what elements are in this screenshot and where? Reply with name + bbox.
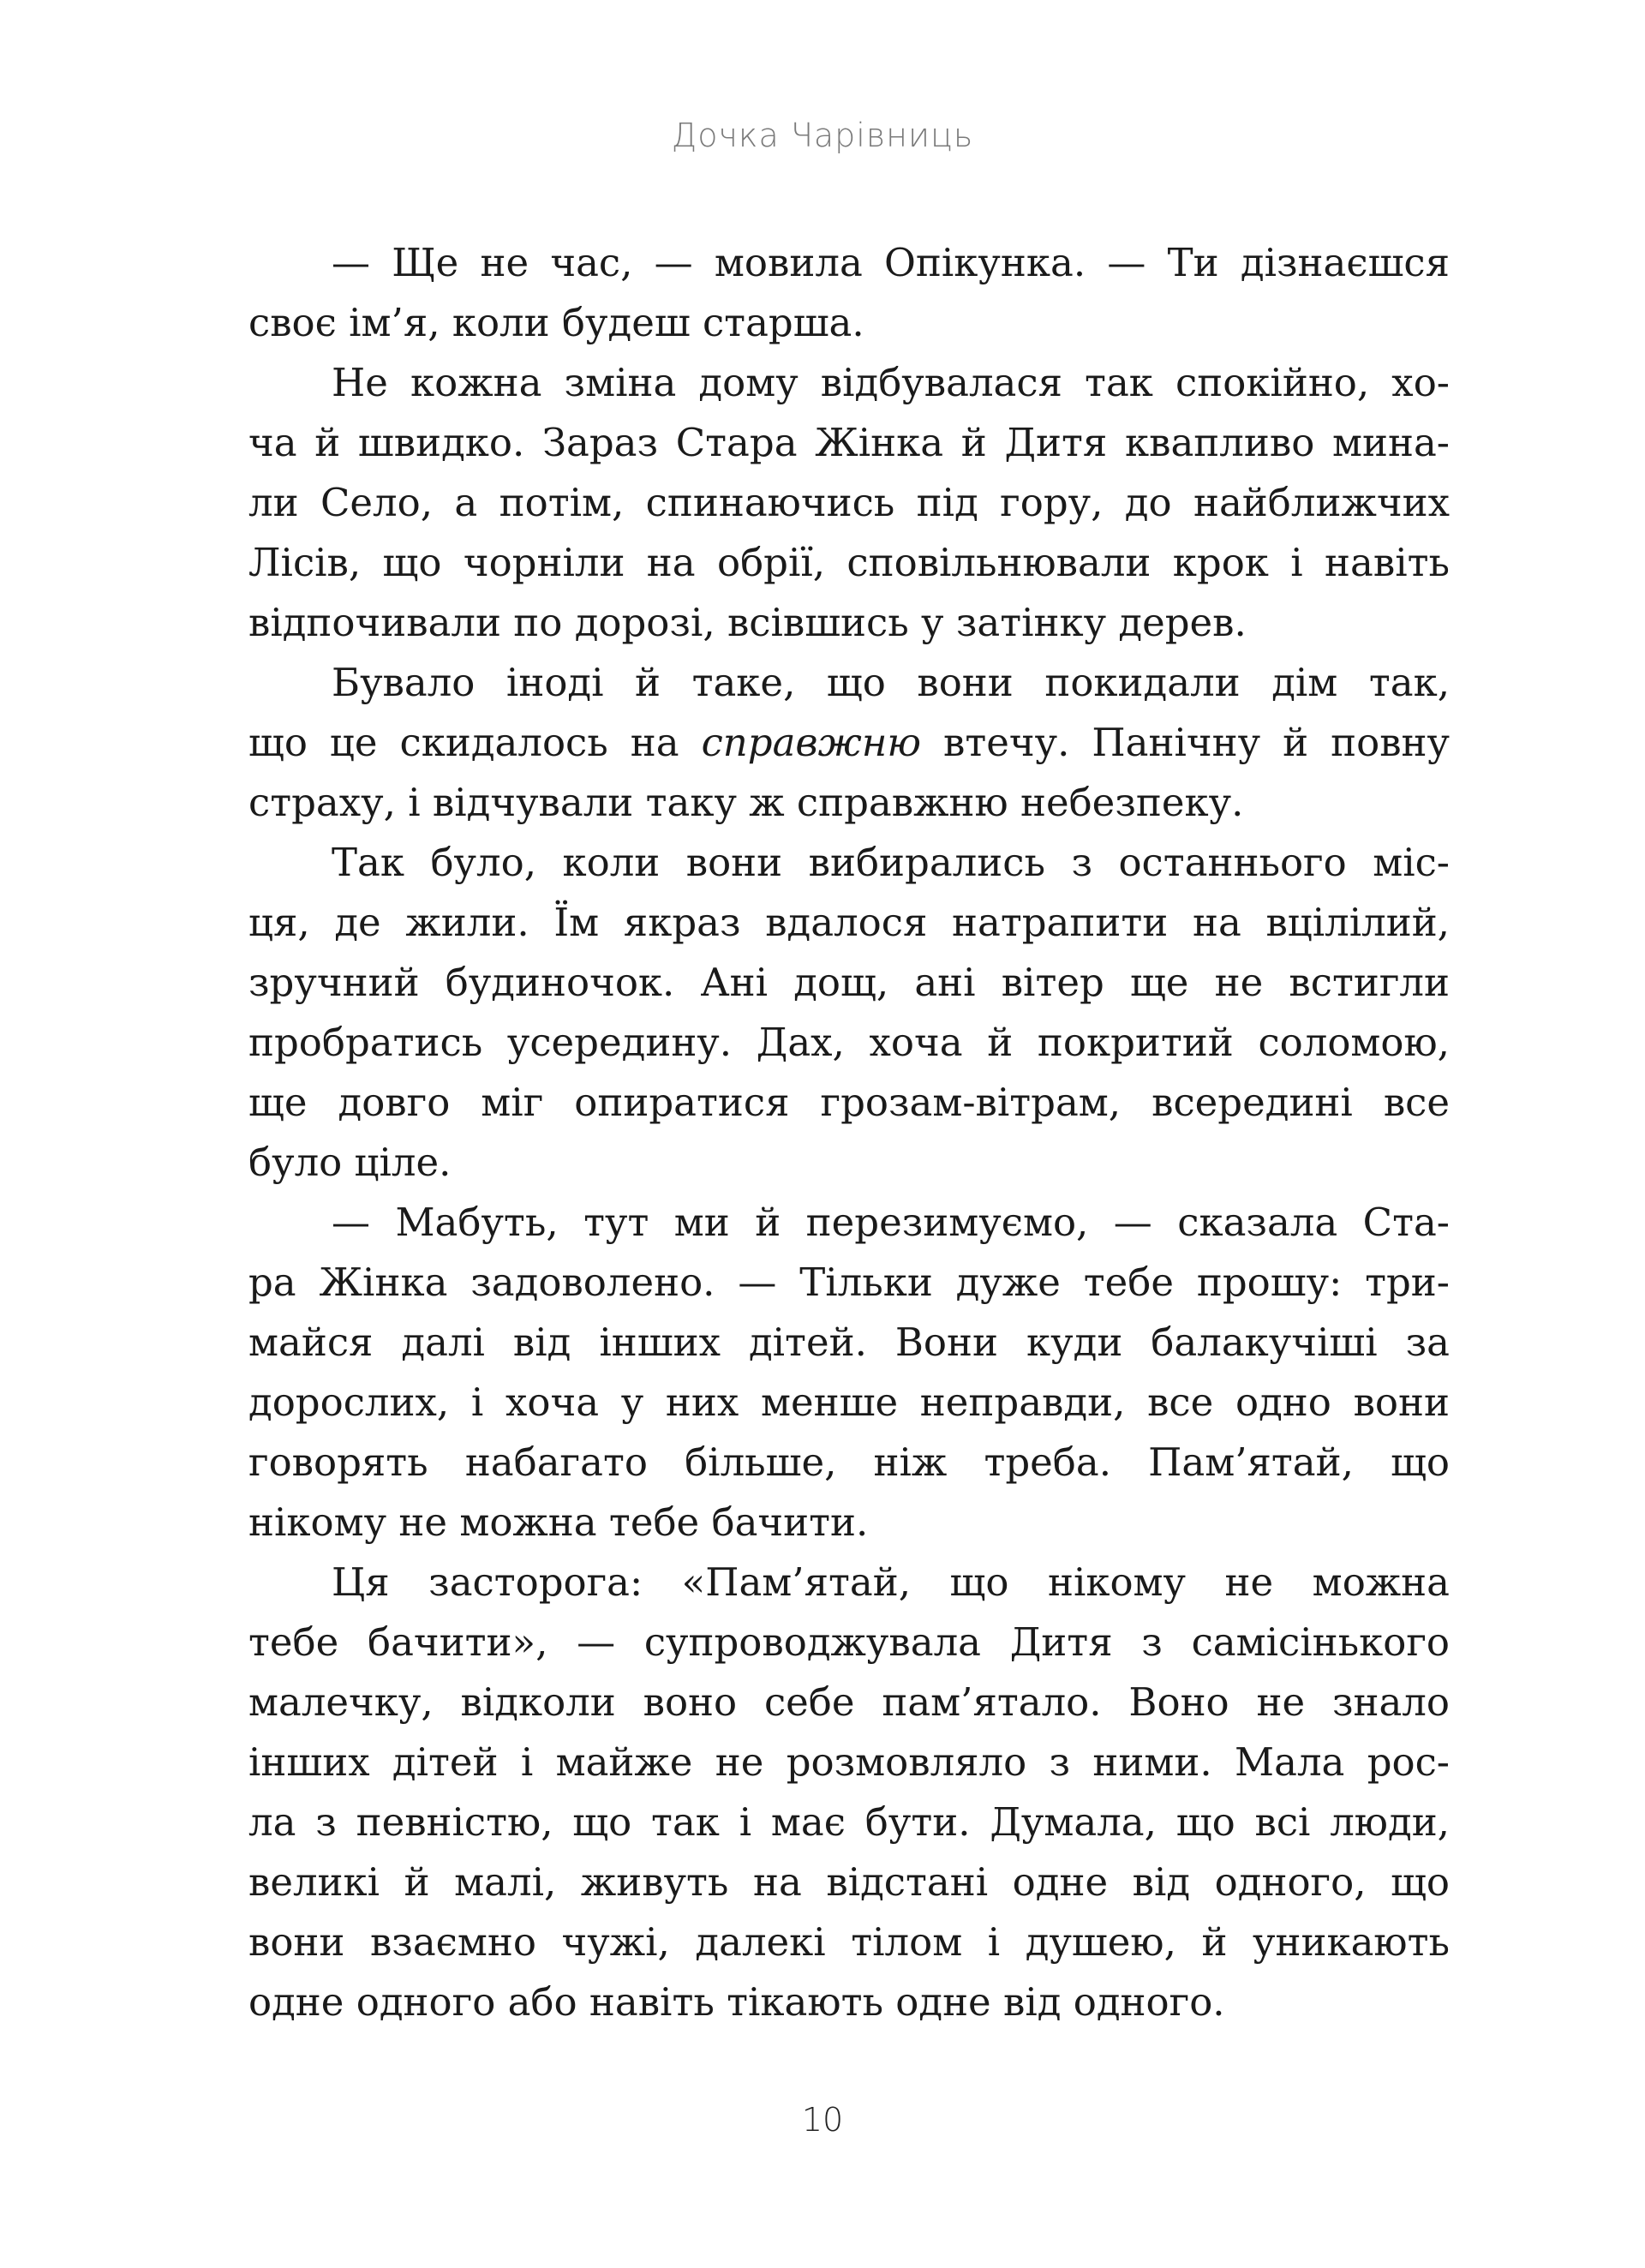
text-line: ла з певністю, що так і має бути. Думала, що всі люди,: [248, 1799, 1450, 1845]
running-header-title: Дочка Чарівниць: [671, 117, 974, 154]
text-line: своє ім’я, коли будеш старша.: [248, 300, 864, 345]
text-line: ще довго міг опиратися грозам-вітрам, всередині все: [248, 1080, 1450, 1125]
text-line: Бувало іноді й таке, що вони покидали дім так,: [332, 660, 1450, 705]
text-line: пробратись усередину. Дах, хоча й покритий соломою,: [248, 1020, 1450, 1065]
text-line: малечку, відколи воно себе пам’ятало. Воно не знало: [248, 1679, 1450, 1725]
text-line: відпочивали по дорозі, всівшись у затінку дерев.: [248, 600, 1247, 645]
text-line: Ця засторога: «Пам’ятай, що нікому не можна: [332, 1559, 1450, 1605]
text-line: — Мабуть, тут ми й перезимуємо, — сказала Ста-: [332, 1200, 1450, 1245]
text-line: — Ще не час, — мовила Опікунка. — Ти дізнаєшся: [332, 240, 1450, 285]
text-line: ра Жінка задоволено. — Тільки дуже тебе прошу: три-: [248, 1260, 1450, 1305]
text-line: великі й малі, живуть на відстані одне від одного, що: [248, 1859, 1450, 1905]
text-line: майся далі від інших дітей. Вони куди балакучіші за: [248, 1320, 1450, 1365]
text-line: було ціле.: [248, 1140, 452, 1185]
text-segment: що це скидалось на: [248, 720, 702, 765]
text-line: ли Село, а потім, спинаючись під гору, до найближчих: [248, 480, 1450, 525]
text-line: ча й швидко. Зараз Стара Жінка й Дитя квапливо мина-: [248, 420, 1450, 465]
text-line: нікому не можна тебе бачити.: [248, 1499, 869, 1545]
page-number: 10: [801, 2101, 844, 2139]
text-line: говорять набагато більше, ніж треба. Пам’ятай, що: [248, 1439, 1450, 1485]
text-line: інших дітей і майже не розмовляло з ними. Мала рос-: [248, 1739, 1450, 1785]
text-line: [248, 713, 1450, 773]
text-line: страху, і відчували таку ж справжню небезпеку.: [248, 780, 1244, 825]
emphasized-word: справжню: [701, 720, 922, 765]
text-line: ця, де жили. Їм якраз вдалося натрапити на вцілілий,: [248, 900, 1450, 945]
body-text: [248, 233, 1450, 2032]
text-line: зручний будиночок. Ані дощ, ані вітер ще не встигли: [248, 960, 1450, 1005]
text-line: дорослих, і хоча у них менше неправди, все одно вони: [248, 1379, 1450, 1425]
text-line: Лісів, що чорніли на обрії, сповільнювали крок і навіть: [248, 540, 1450, 585]
text-segment: втечу. Панічну й повну: [921, 720, 1450, 765]
text-line: тебе бачити», — супроводжувала Дитя з самісінького: [248, 1619, 1450, 1665]
text-line: Не кожна зміна дому відбувалася так спокійно, хо-: [332, 360, 1450, 405]
text-line: Так було, коли вони вибирались з останнього міс-: [332, 840, 1450, 885]
text-line: одне одного або навіть тікають одне від одного.: [248, 1979, 1225, 2025]
text-line: вони взаємно чужі, далекі тілом і душею, й уникають: [248, 1919, 1450, 1965]
